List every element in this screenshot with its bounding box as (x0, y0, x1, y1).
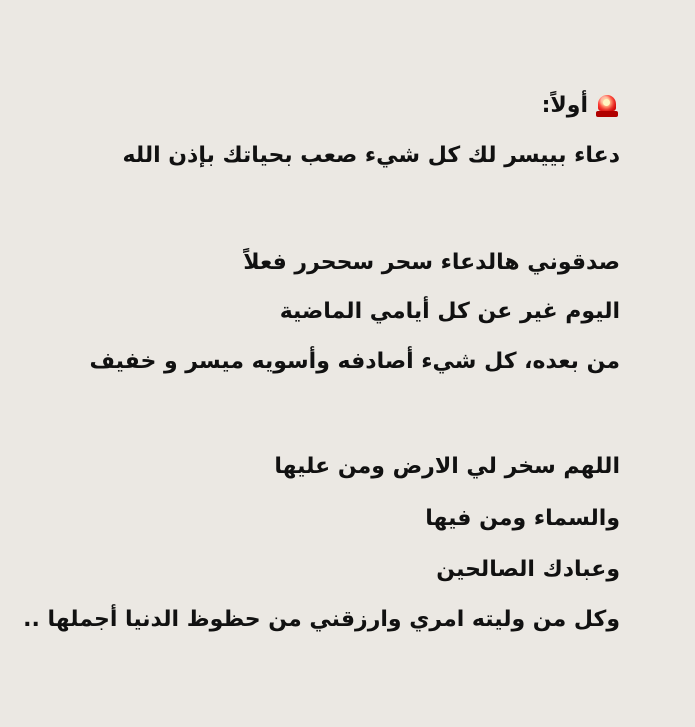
dua-line-2: والسماء ومن فيها (425, 506, 620, 531)
police-siren-icon (594, 93, 620, 119)
dua-intro-line: دعاء بييسر لك كل شيء صعب بحياتك بإذن الله (122, 143, 620, 168)
dua-line-3: وعبادك الصالحين (436, 557, 620, 582)
testimony-line-3: من بعده، كل شيء أصادفه وأسويه ميسر و خفيف (89, 349, 620, 374)
dua-line-4: وكل من وليته امري وارزقني من حظوظ الدنيا أجملها .. (23, 607, 620, 632)
testimony-line-1: صدقوني هالدعاء سحر سححرر فعلاً (243, 250, 620, 275)
heading-text: أولاً: (541, 93, 588, 118)
dua-line-1: اللهم سخر لي الارض ومن عليها (274, 454, 620, 479)
section-heading (542, 90, 620, 122)
testimony-line-2: اليوم غير عن كل أيامي الماضية (279, 299, 620, 324)
